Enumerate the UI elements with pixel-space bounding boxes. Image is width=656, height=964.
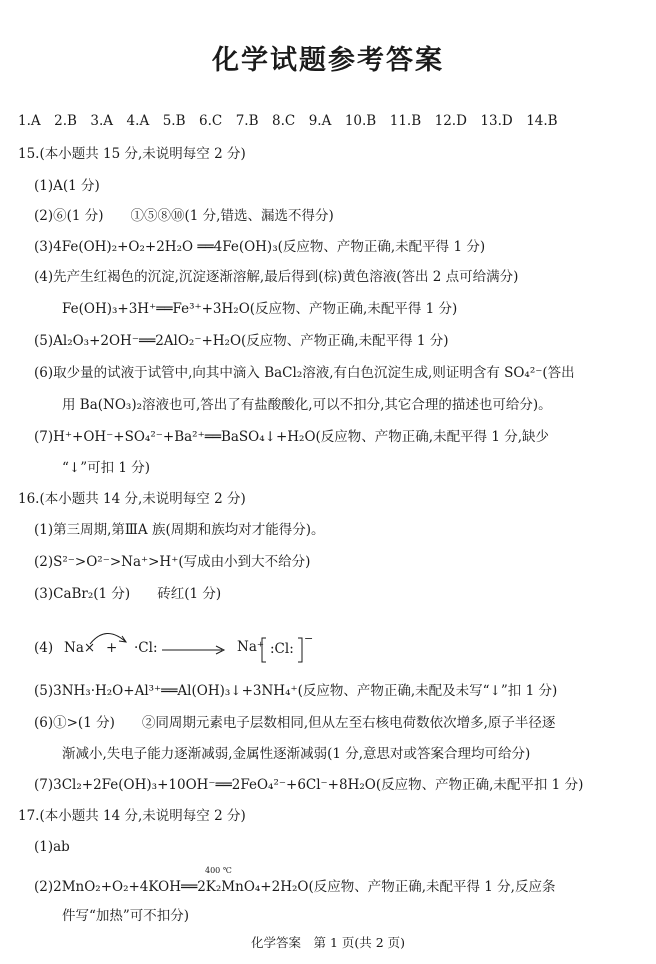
q15-part3: (3)4Fe(OH)₂+O₂+2H₂O ══4Fe(OH)₃(反应物、产物正确,未配平得 1 分) (34, 239, 486, 255)
multiple-choice-answers: 1.A 2.B 3.A 4.A 5.B 6.C 7.B 8.C 9.A 10.B 11.B 12.D 13.D 14.B (18, 113, 558, 129)
q15-part6-continued: 用 Ba(NO₃)₂溶液也可,答出了有盐酸酸化,可以不扣分,其它合理的描述也可给分)。 (62, 397, 552, 413)
plus-sign: + (106, 640, 118, 656)
q15-part4: (4)先产生红褐色的沉淀,沉淀逐渐溶解,最后得到(棕)黄色溶液(答出 2 点可给满分) (34, 269, 519, 285)
q15-part5: (5)Al₂O₃+2OH⁻══2AlO₂⁻+H₂O(反应物、产物正确,未配平得 1 分) (34, 333, 449, 349)
q15-part4-equation: Fe(OH)₃+3H⁺══Fe³⁺+3H₂O(反应物、产物正确,未配平得 1 分) (62, 301, 458, 317)
q16-part1: (1)第三周期,第ⅢA 族(周期和族均对才能得分)。 (34, 522, 325, 538)
q15-part7: (7)H⁺+OH⁻+SO₄²⁻+Ba²⁺══BaSO₄↓+H₂O(反应物、产物正确,未配平得 1 分,缺少 (34, 429, 550, 445)
q17-part2: (2)2MnO₂+O₂+4KOH══2K₂MnO₄+2H₂O(反应物、产物正确,未配平得 1 分,反应条 (34, 879, 556, 895)
electron-transfer-arrows (34, 630, 434, 670)
q15-part6: (6)取少量的试液于试管中,向其中滴入 BaCl₂溶液,有白色沉淀生成,则证明含有 SO₄²⁻(答出 (34, 365, 575, 381)
right-bracket (298, 638, 302, 662)
q15-part1: (1)A(1 分) (34, 178, 100, 194)
transfer-curve-arrow (90, 633, 126, 644)
q15-header: 15.(本小题共 15 分,未说明每空 2 分) (18, 146, 246, 162)
q15-part2: (2)⑥(1 分) ①⑤⑧⑩(1 分,错选、漏选不得分) (34, 208, 334, 224)
ion-charge: − (304, 632, 314, 645)
q16-part6: (6)①>(1 分) ②同周期元素电子层数相同,但从左至右核电荷数依次增多,原子半径逐 (34, 715, 556, 731)
q16-part2: (2)S²⁻>O²⁻>Na⁺>H⁺(写成由小到大不给分) (34, 554, 311, 570)
q15-part7-continued: “↓”可扣 1 分) (62, 460, 151, 476)
sodium-atom: Na× (64, 640, 96, 656)
q17-header: 17.(本小题共 14 分,未说明每空 2 分) (18, 808, 246, 824)
q16-part4-label: (4) (34, 640, 54, 656)
reaction-condition: 400 ℃ (205, 866, 232, 875)
page-title: 化学试题参考答案 (212, 45, 444, 76)
q17-part2-continued: 件写“加热”可不扣分) (62, 908, 190, 924)
q16-header: 16.(本小题共 14 分,未说明每空 2 分) (18, 491, 246, 507)
page-footer: 化学答案 第 1 页(共 2 页) (250, 935, 406, 950)
q16-part6-continued: 渐减小,失电子能力逐渐减弱,金属性逐渐减弱(1 分,意思对或答案合理均可给分) (62, 746, 531, 762)
q16-part5: (5)3NH₃·H₂O+Al³⁺══Al(OH)₃↓+3NH₄⁺(反应物、产物正确,未配及未写“↓”扣 1 分) (34, 683, 558, 699)
chloride-ion: :Cl: (270, 641, 294, 657)
q16-part7: (7)3Cl₂+2Fe(OH)₃+10OH⁻══2FeO₄²⁻+6Cl⁻+8H₂O(反应物、产物正确,未配平扣 1 分) (34, 777, 584, 793)
q17-part1: (1)ab (34, 839, 70, 855)
electron-dot-formation (34, 630, 434, 670)
q16-part3: (3)CaBr₂(1 分) 砖红(1 分) (34, 586, 222, 602)
chlorine-atom: ·Cl: (134, 640, 158, 656)
sodium-ion: Na⁺ (237, 639, 264, 655)
